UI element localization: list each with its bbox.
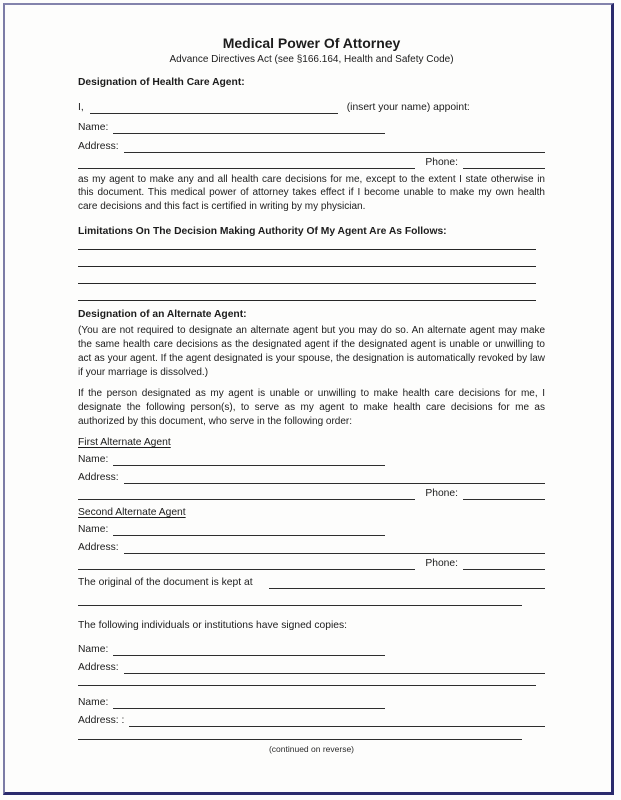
second-alt-phone-field [463, 558, 545, 570]
alternate-note: (You are not required to designate an alternate agent but you may do so. An alternate agent may make the same health care decisions as the designated agent if the designated agent is unable or unwilling to act as your agent. If the agent designated is your spouse, the designation is automatically revoked by law if your marriage is dissolved.) [78, 325, 545, 379]
page-title: Medical Power Of Attorney [222, 35, 401, 51]
agent-name-field [113, 122, 385, 134]
agent-name-row [78, 122, 545, 134]
copy1-name-field [113, 644, 385, 656]
limitations-line-4 [78, 284, 536, 301]
limitations-line-1 [78, 243, 536, 250]
first-alt-phone-field [463, 488, 545, 500]
second-alt-address-field [124, 542, 545, 554]
second-alt-address2-field [78, 558, 415, 570]
insert-name-hint: (insert your name) appoint: [346, 101, 470, 113]
phone-label: Phone: [425, 487, 458, 499]
first-alternate-heading: First Alternate Agent [78, 436, 171, 448]
second-alternate-heading: Second Alternate Agent [78, 506, 186, 518]
agent-phone-field [463, 157, 545, 169]
first-alt-name-field [113, 454, 385, 466]
second-alt-name-field [113, 524, 385, 536]
first-alt-address-row [78, 472, 545, 484]
limitations-line-3 [78, 267, 536, 284]
first-alt-name-row [78, 454, 545, 466]
phone-label: Phone: [425, 156, 458, 168]
first-alt-address-field [124, 472, 545, 484]
designation-body: as my agent to make any and all health care decisions for me, except to the extent I state otherwise in this document. This medical power of attorney takes effect if I become unable to make my own health care decisions and this fact is certified in writing by my physician. [78, 173, 545, 213]
name-label: Name: [78, 121, 109, 133]
copy1-address-field [124, 662, 545, 674]
kept-at-label: The original of the document is kept at [78, 576, 253, 588]
copy1-name-row [78, 644, 545, 656]
copy2-name-field [113, 697, 385, 709]
alternate-body: If the person designated as my agent is unable or unwilling to make health care decisions for me, I designate the following person(s), to serve as my agent to make health care decisions for me as authorized by this document, who serve in the following order: [78, 388, 545, 428]
second-alt-phone-row [78, 558, 545, 570]
continued-on-reverse-note: (continued on reverse) [268, 744, 355, 755]
name-label: Name: [78, 523, 109, 535]
copy1-address-continuation-line [78, 674, 536, 686]
principal-name-field [90, 102, 338, 114]
agent-address2-field [78, 157, 415, 169]
copy2-address-field [129, 715, 545, 727]
address-label: Address: [78, 140, 119, 152]
agent-address-field [124, 141, 545, 153]
i-label: I, [78, 101, 84, 113]
copy2-address-row [78, 715, 545, 727]
first-alt-phone-row [78, 488, 545, 500]
signed-copies-label: The following individuals or institutions have signed copies: [78, 619, 348, 631]
second-alt-address-row [78, 542, 545, 554]
address-label: Address: [78, 541, 119, 553]
name-label: Name: [78, 697, 109, 709]
principal-appoint-row [78, 102, 545, 114]
limitations-line-2 [78, 250, 536, 267]
original-kept-at-row [78, 577, 545, 589]
address-label: Address: [78, 471, 119, 483]
section-heading-alternate: Designation of an Alternate Agent: [78, 308, 247, 320]
page-subtitle: Advance Directives Act (see §166.164, Health and Safety Code) [169, 54, 454, 65]
first-alt-address2-field [78, 488, 415, 500]
address-label: Address: [78, 662, 119, 674]
section-heading-designation: Designation of Health Care Agent: [78, 77, 245, 88]
copy2-address-continuation-line [78, 727, 522, 740]
phone-label: Phone: [425, 557, 458, 569]
section-heading-limitations: Limitations On The Decision Making Authority Of My Agent Are As Follows: [78, 226, 447, 238]
agent-address-row [78, 141, 545, 153]
address-double-label: Address: : [78, 715, 125, 727]
kept-at-field [269, 577, 545, 589]
name-label: Name: [78, 644, 109, 656]
name-label: Name: [78, 453, 109, 465]
kept-at-continuation-line [78, 589, 522, 606]
second-alt-name-row [78, 524, 545, 536]
agent-phone-row [78, 157, 545, 169]
form-content [78, 0, 545, 754]
copy1-address-row [78, 662, 545, 674]
copy2-name-row [78, 697, 545, 709]
